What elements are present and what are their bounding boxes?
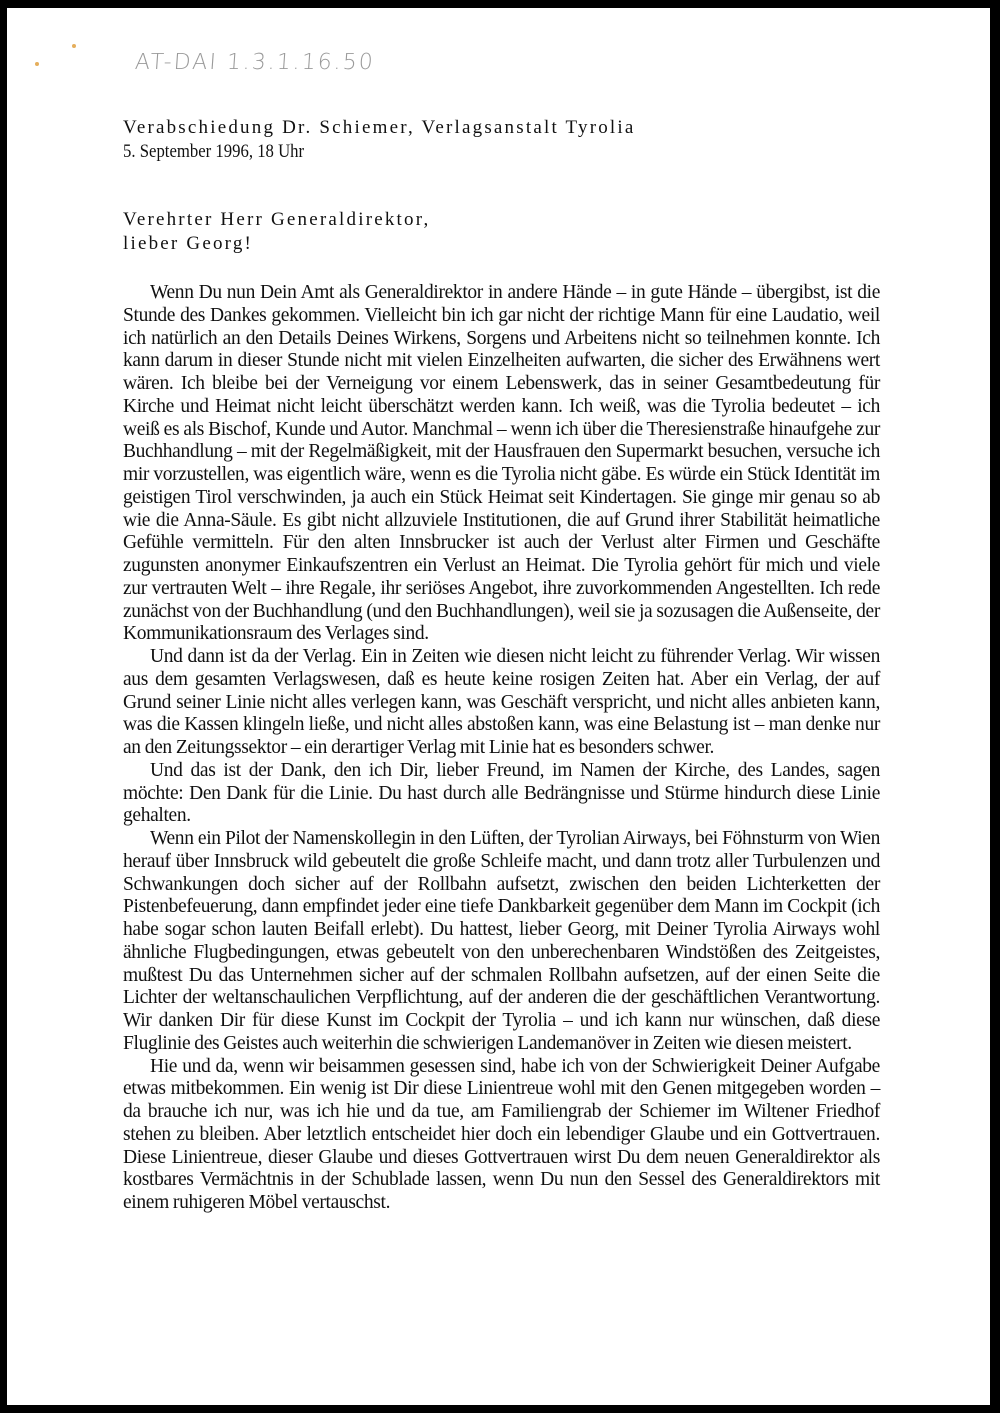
stain-speck: [72, 44, 76, 48]
salutation-line-2: lieber Georg!: [123, 233, 254, 254]
salutation: [123, 208, 880, 256]
stain-speck: [35, 62, 39, 66]
paragraph: Und das ist der Dank, den ich Dir, lieber Freund, im Namen der Kirche, des Landes, sagen möchte: Den Dank für die Linie. Du hast durch alle Bedrängnisse und Stürme hindurch diese Linie gehalten.: [123, 759, 880, 827]
archive-reference-note: AT-DAI 1.3.1.16.50: [134, 50, 376, 75]
document-date: 5. September 1996, 18 Uhr: [123, 141, 305, 162]
salutation-line-1: Verehrter Herr Generaldirektor,: [123, 209, 431, 230]
paragraph: Wenn ein Pilot der Namenskollegin in den Lüften, der Tyrolian Airways, bei Föhnsturm von Wien herauf über Innsbruck wild gebeutelt die große Schleife macht, und dann trotz aller Turbulenzen und Schwankungen doch sicher auf der Rollbahn aufsetzt, zwischen den beiden Lichterketten der Pistenbefeuerung, dann empfindet jeder eine tiefe Dankbarkeit gegenüber dem Mann im Cockpit (ich habe sogar schon lauten Beifall erlebt). Du hattest, lieber Georg, mit Deiner Tyrolia Airways wohl ähnliche Flugbedingungen, etwas gebeutelt von den unberechenbaren Windstößen des Zeitgeistes, mußtest Du das Unternehmen sicher auf der schmalen Rollbahn aufsetzen, auf der einen Seite die Lichter der weltanschaulichen Verpflichtung, auf der anderen die der geschäftlichen Verantwortung. Wir danken Dir für diese Kunst im Cockpit der Tyrolia – und ich kann nur wünschen, daß diese Fluglinie des Geistes auch weiterhin die schwierigen Landemanöver in Zeiten wie diesen meistert.: [123, 828, 880, 1054]
paragraph: Und dann ist da der Verlag. Ein in Zeiten wie diesen nicht leicht zu führender Verlag. Wir wissen aus dem gesamten Verlagswesen, daß es heute keine rosigen Zeiten hat. Aber ein Verlag, der auf Grund seiner Linie nicht alles verlegen kann, was Geschäft verspricht, und nicht alles anbieten kann, was die Kassen klingeln ließe, und nicht alles abstoßen kann, was eine Belastung ist – man denke nur an den Zeitungssektor – ein derartiger Verlag mit Linie hat es besonders schwer.: [123, 646, 880, 758]
paragraph: Wenn Du nun Dein Amt als Generaldirektor in andere Hände – in gute Hände – übergibst, ist die Stunde des Dankes gekommen. Vielleicht bin ich gar nicht der richtige Mann für eine Laudatio, weil ich natürlich an den Details Deines Wirkens, Sorgens und Arbeitens nicht so teilnehmen konnte. Ich kann darum in dieser Stunde nicht mit vielen Einzelheiten aufwarten, die sicher des Erwähnens wert wären. Ich bleibe bei der Verneigung vor einem Lebenswerk, das in seiner Gesamtbedeutung für Kirche und Heimat nicht leicht überschätzt werden kann. Ich weiß, was die Tyrolia bedeutet – ich weiß es als Bischof, Kunde und Autor. Manchmal – wenn ich über die Theresienstraße hinaufgehe zur Buchhandlung – mit der Regelmäßigkeit, mit der Hausfrauen den Supermarkt besuchen, versuche ich mir vorzustellen, was eigentlich wäre, wenn es die Tyrolia nicht gäbe. Es würde ein Stück Identität im geistigen Tirol verschwinden, ja auch ein Stück Heimat seit Kindertagen. Sie ginge mir genau so ab wie die Anna-Säule. Es gibt nicht allzuviele Institutionen, die auf Grund ihrer Stabilität heimatliche Gefühle vermitteln. Für den alten Innsbrucker ist auch der Verlust alter Firmen und Geschäfte zugunsten anonymer Einkaufszentren ein Verlust an Heimat. Die Tyrolia gehört für mich und viele zur vertrauten Welt – ihre Regale, ihr seriöses Angebot, ihre zuvorkommenden Angestellten. Ich rede zunächst von der Buchhandlung (und den Buchhandlungen), weil sie ja sozusagen die Außenseite, der Kommunikationsraum des Verlages sind.: [123, 282, 880, 645]
letter-body: [123, 282, 880, 1215]
letter-document: [123, 116, 880, 1215]
paragraph: Hie und da, wenn wir beisammen gesessen sind, habe ich von der Schwierigkeit Deiner Aufgabe etwas mitbekommen. Ein wenig ist Dir diese Linientreue wohl mit den Genen mitgegeben worden – da brauche ich nur, was ich hie und da tue, am Familiengrab der Schiemer im Wiltener Friedhof stehen zu bleiben. Aber letztlich entscheidet hier doch ein lebendiger Glaube und ein Gottvertrauen. Diese Linientreue, dieser Glaube und dieses Gottvertrauen wirst Du dem neuen Generaldirektor als kostbares Vermächtnis in der Schublade lassen, wenn Du nun den Sessel des Generaldirektors mit einem ruhigeren Möbel vertauschst.: [123, 1055, 880, 1213]
document-title: Verabschiedung Dr. Schiemer, Verlagsanstalt Tyrolia: [123, 117, 636, 138]
